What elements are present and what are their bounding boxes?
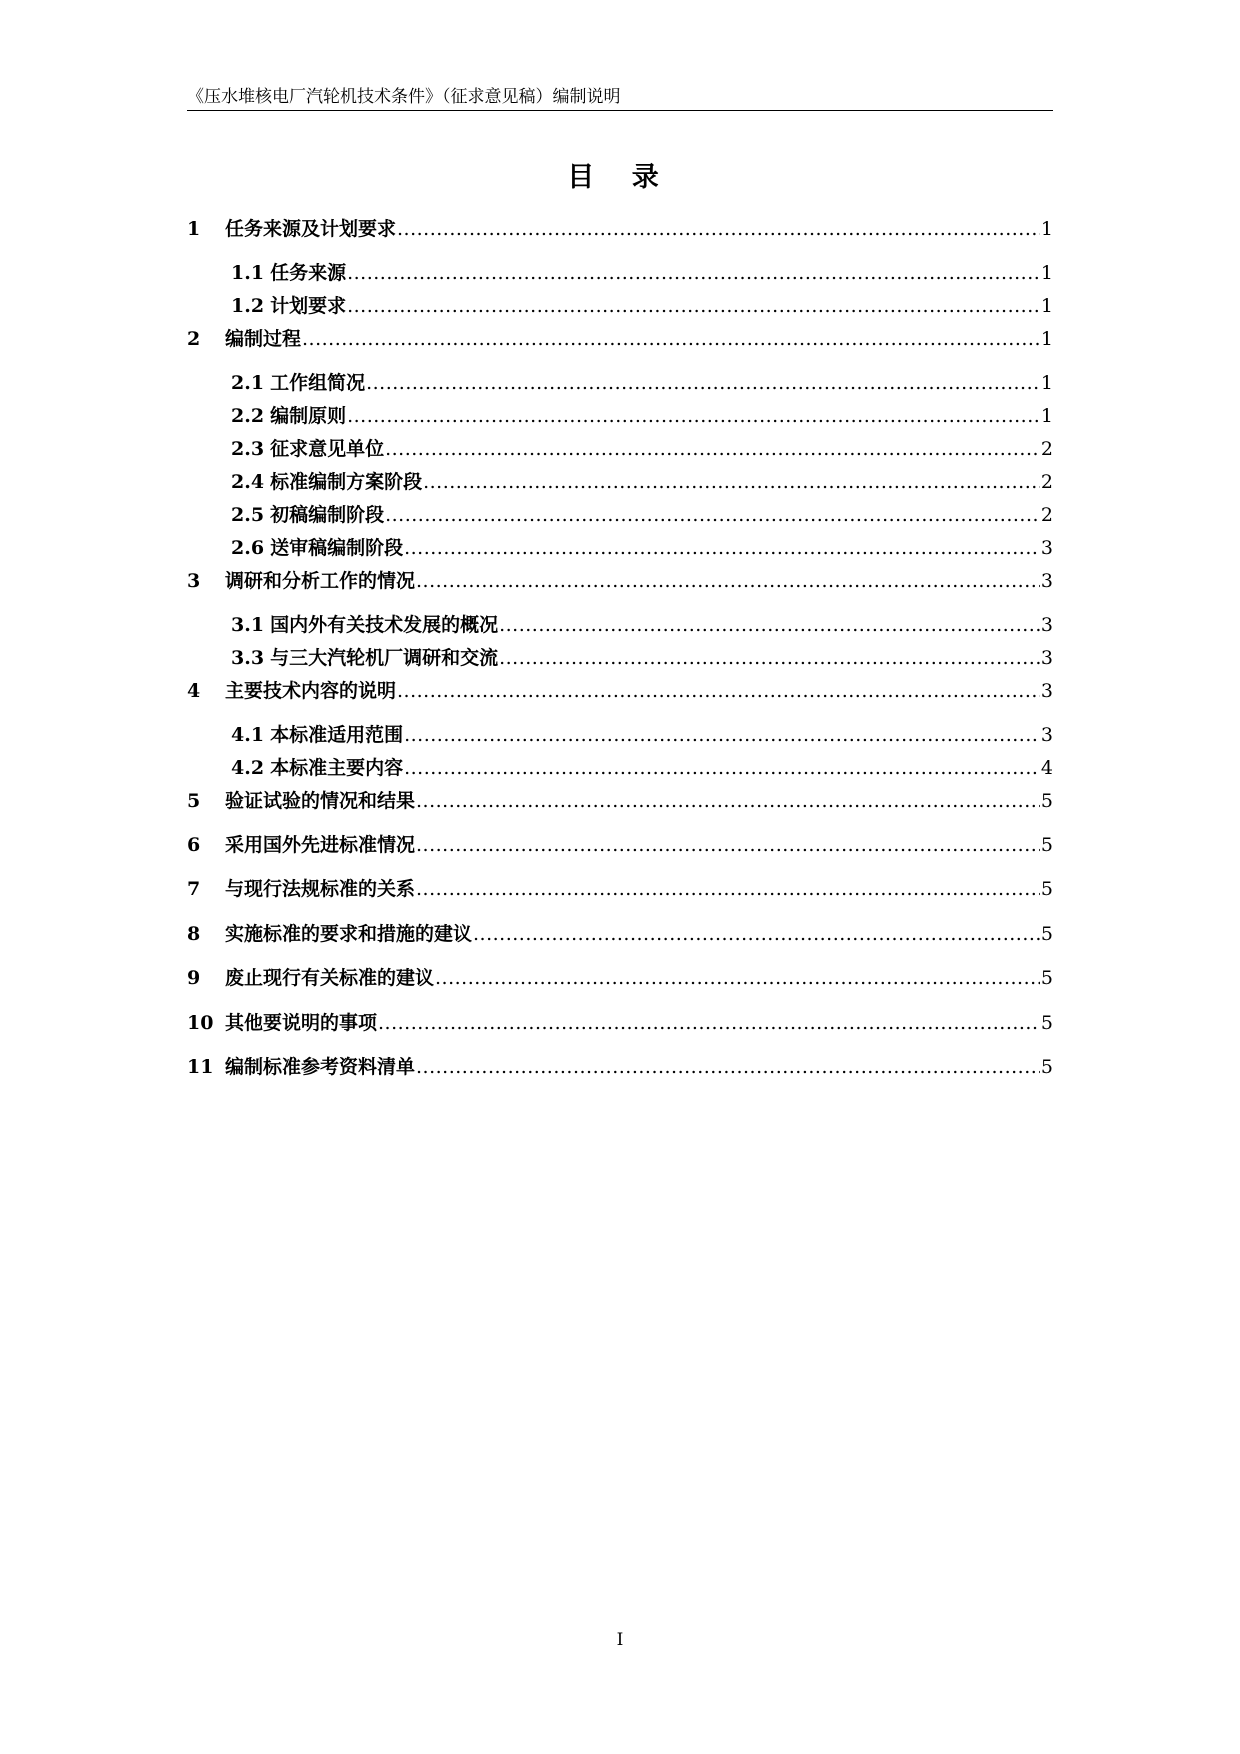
toc-entry-page: 3: [1040, 724, 1053, 746]
toc-entry-label: 采用国外先进标准情况: [225, 834, 416, 856]
toc-entry-2-4[interactable]: [231, 467, 1053, 497]
toc-entry-page: 3: [1040, 647, 1053, 669]
toc-entry-label: 任务来源及计划要求: [225, 218, 397, 240]
toc-entry-page: 1: [1040, 295, 1053, 317]
toc-entry-label: 送审稿编制阶段: [270, 537, 404, 559]
toc-entry-label: 编制过程: [225, 328, 302, 350]
toc-entry-1[interactable]: [187, 214, 1053, 244]
toc-entry-number: 2.1: [231, 372, 265, 394]
toc-entry-page: 2: [1040, 471, 1053, 493]
toc-entry-label: 主要技术内容的说明: [225, 680, 397, 702]
toc-entry-label: 本标准适用范围: [270, 724, 404, 746]
toc-entry-4[interactable]: [187, 676, 1053, 706]
toc-entry-2-2[interactable]: [231, 401, 1053, 431]
toc-entry-label: 其他要说明的事项: [225, 1012, 378, 1034]
toc-entry-page: 1: [1040, 262, 1053, 284]
toc-entry-page: 1: [1040, 218, 1053, 240]
toc-entry-4-2[interactable]: [231, 753, 1053, 783]
toc-entry-page: 5: [1040, 1012, 1053, 1034]
page-footer: [0, 1628, 1240, 1652]
toc-entry-2-6[interactable]: [231, 533, 1053, 563]
toc-entry-page: 5: [1040, 834, 1053, 856]
dot-leader: [404, 753, 1040, 783]
toc-entry-page: 5: [1040, 1056, 1053, 1078]
toc-entry-label: 实施标准的要求和措施的建议: [225, 923, 473, 945]
toc-entry-8[interactable]: [187, 919, 1053, 949]
toc-entry-number: 1.2: [231, 295, 265, 317]
toc-entry-number: 2.2: [231, 405, 265, 427]
toc-entry-number: 2.5: [231, 504, 265, 526]
toc-entry-number: 2.6: [231, 537, 265, 559]
dot-leader: [499, 643, 1040, 673]
toc-entry-2-1[interactable]: [231, 368, 1053, 398]
toc-entry-10[interactable]: [187, 1008, 1053, 1038]
dot-leader: [416, 566, 1040, 596]
toc-entry-5[interactable]: [187, 786, 1053, 816]
toc-entry-number: 9: [187, 967, 201, 989]
dot-leader: [416, 1052, 1040, 1082]
dot-leader: [435, 963, 1040, 993]
toc-entry-2[interactable]: [187, 324, 1053, 354]
dot-leader: [416, 874, 1040, 904]
toc-title: 目 录: [567, 162, 673, 193]
toc-entry-number: 8: [187, 923, 201, 945]
dot-leader: [385, 434, 1040, 464]
toc-entry-number: 3: [187, 570, 201, 592]
toc-entry-number: 5: [187, 790, 201, 812]
dot-leader: [416, 786, 1040, 816]
toc-entry-number: 6: [187, 834, 201, 856]
toc-entry-number: 2.4: [231, 471, 265, 493]
toc-entry-page: 2: [1040, 504, 1053, 526]
toc-entry-3-3[interactable]: [231, 643, 1053, 673]
toc-entry-label: 初稿编制阶段: [270, 504, 385, 526]
toc-entry-label: 任务来源: [270, 262, 347, 284]
toc-entry-number: 2: [187, 328, 201, 350]
dot-leader: [397, 214, 1040, 244]
dot-leader: [397, 676, 1040, 706]
toc-entry-number: 2.3: [231, 438, 265, 460]
toc-entry-page: 3: [1040, 614, 1053, 636]
toc-entry-6[interactable]: [187, 830, 1053, 860]
dot-leader: [416, 830, 1040, 860]
toc-entry-number: 7: [187, 878, 201, 900]
toc-entry-2-3[interactable]: [231, 434, 1053, 464]
toc-entry-label: 工作组简况: [270, 372, 366, 394]
toc-entry-number: 10: [187, 1012, 214, 1034]
dot-leader: [404, 533, 1040, 563]
toc-entry-page: 5: [1040, 878, 1053, 900]
toc-entry-label: 编制标准参考资料清单: [225, 1056, 416, 1078]
dot-leader: [366, 368, 1040, 398]
toc-entry-page: 5: [1040, 790, 1053, 812]
toc-entry-label: 废止现行有关标准的建议: [225, 967, 435, 989]
toc-entry-label: 征求意见单位: [270, 438, 385, 460]
toc-entry-number: 4: [187, 680, 201, 702]
dot-leader: [499, 610, 1040, 640]
toc-entry-3-1[interactable]: [231, 610, 1053, 640]
toc-entry-11[interactable]: [187, 1052, 1053, 1082]
toc-entry-label: 编制原则: [270, 405, 347, 427]
toc-entry-label: 调研和分析工作的情况: [225, 570, 416, 592]
toc-entry-2-5[interactable]: [231, 500, 1053, 530]
toc-entry-page: 5: [1040, 923, 1053, 945]
toc-entry-page: 3: [1040, 680, 1053, 702]
toc-entry-label: 验证试验的情况和结果: [225, 790, 416, 812]
toc-entry-label: 计划要求: [270, 295, 347, 317]
dot-leader: [347, 291, 1040, 321]
toc-entry-page: 1: [1040, 328, 1053, 350]
header-title: 《压水堆核电厂汽轮机技术条件》（征求意见稿）编制说明: [187, 87, 621, 107]
toc-entry-label: 与现行法规标准的关系: [225, 878, 416, 900]
toc-entry-page: 3: [1040, 537, 1053, 559]
dot-leader: [404, 720, 1040, 750]
dot-leader: [473, 919, 1040, 949]
dot-leader: [378, 1008, 1040, 1038]
toc-entry-number: 3.3: [231, 647, 265, 669]
dot-leader: [423, 467, 1040, 497]
toc-entry-label: 标准编制方案阶段: [270, 471, 423, 493]
dot-leader: [302, 324, 1040, 354]
toc-entry-number: 4.2: [231, 757, 265, 779]
toc-entry-page: 1: [1040, 372, 1053, 394]
toc-entry-number: 1: [187, 218, 201, 240]
toc-entry-page: 1: [1040, 405, 1053, 427]
toc-entry-label: 本标准主要内容: [270, 757, 404, 779]
toc-entry-number: 4.1: [231, 724, 265, 746]
toc-entry-number: 1.1: [231, 262, 265, 284]
dot-leader: [347, 401, 1040, 431]
toc-entry-7[interactable]: [187, 874, 1053, 904]
toc-entry-page: 2: [1040, 438, 1053, 460]
toc-entry-page: 3: [1040, 570, 1053, 592]
running-header: [187, 84, 1053, 111]
toc-entry-1-2[interactable]: [231, 291, 1053, 321]
toc-entry-number: 11: [187, 1056, 214, 1078]
toc-entry-number: 3.1: [231, 614, 265, 636]
footer-page-number: I: [616, 1630, 624, 1650]
toc-entry-page: 4: [1040, 757, 1053, 779]
dot-leader: [385, 500, 1040, 530]
toc-entry-label: 与三大汽轮机厂调研和交流: [270, 647, 499, 669]
toc-entry-4-1[interactable]: [231, 720, 1053, 750]
dot-leader: [347, 258, 1040, 288]
toc-entry-page: 5: [1040, 967, 1053, 989]
toc-entry-9[interactable]: [187, 963, 1053, 993]
toc-entry-3[interactable]: [187, 566, 1053, 596]
toc-entry-1-1[interactable]: [231, 258, 1053, 288]
toc-entry-label: 国内外有关技术发展的概况: [270, 614, 499, 636]
